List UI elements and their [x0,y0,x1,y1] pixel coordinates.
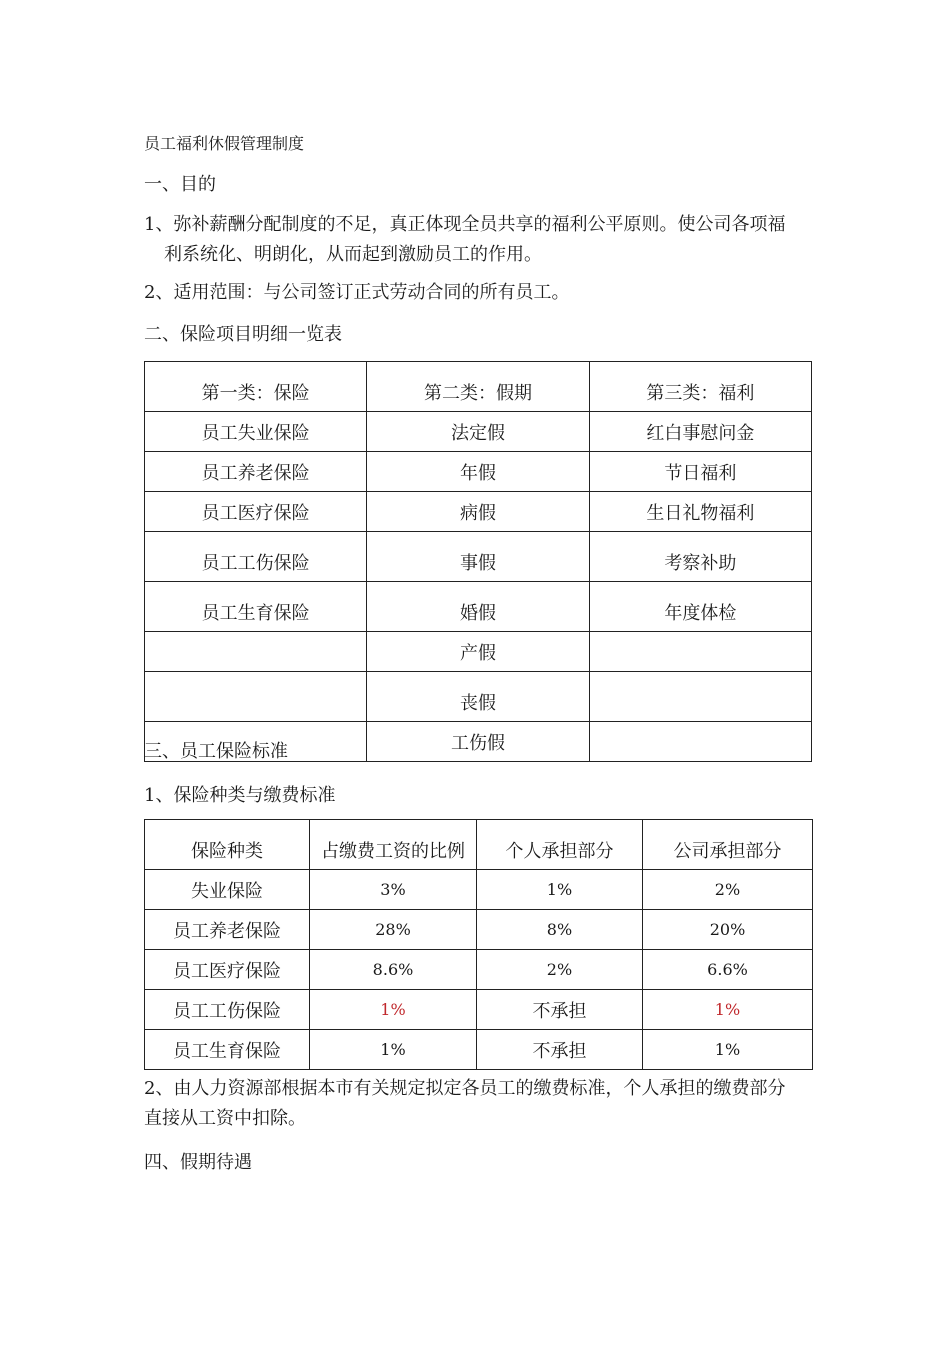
table-cell: 8% [477,910,643,950]
table-cell: 员工生育保险 [145,1030,310,1070]
table-row [145,412,812,452]
table-cell: 2% [477,950,643,990]
table-cell: 员工医疗保险 [145,492,367,532]
table-row [145,532,812,582]
table-row [145,990,813,1030]
table-row [145,1030,813,1070]
table-cell: 失业保险 [145,870,310,910]
table-row [145,582,812,632]
table-cell: 1% [477,870,643,910]
table-cell: 红白事慰问金 [589,412,811,452]
table-cell: 工伤假 [367,722,589,762]
table-cell [145,672,367,722]
table-cell: 2% [643,870,813,910]
table-cell: 产假 [367,632,589,672]
table-cell: 员工生育保险 [145,582,367,632]
table-header-cell: 公司承担部分 [643,820,813,870]
section-3-heading: 三、员工保险标准 [144,741,288,762]
table-cell: 员工养老保险 [145,452,367,492]
table-cell: 节日福利 [589,452,811,492]
table-cell: 丧假 [367,672,589,722]
table-cell: 6.6% [643,950,813,990]
table-header-cell: 占缴费工资的比例 [310,820,477,870]
table-row [145,870,813,910]
table-header-row [145,362,812,412]
table-cell: 婚假 [367,582,589,632]
table-cell: 病假 [367,492,589,532]
section-1-paragraph-1-cont: 利系统化、明朗化，从而起到激励员工的作用。 [164,244,542,265]
section-3-paragraph-2-cont: 直接从工资中扣除。 [144,1108,306,1129]
table-header-cell: 第三类：福利 [589,362,811,412]
table-cell: 员工养老保险 [145,910,310,950]
section-1-paragraph-1: 1、弥补薪酬分配制度的不足，真正体现全员共享的福利公平原则。使公司各项福 [144,214,786,235]
table-row [145,950,813,990]
table-header-cell: 保险种类 [145,820,310,870]
table-cell [589,672,811,722]
section-3-subheading-1: 1、保险种类与缴费标准 [144,785,336,806]
table-cell [589,722,811,762]
table-cell: 8.6% [310,950,477,990]
table-cell: 生日礼物福利 [589,492,811,532]
table-header-cell: 第二类：假期 [367,362,589,412]
table-cell: 员工医疗保险 [145,950,310,990]
table-cell: 年度体检 [589,582,811,632]
table-cell: 不承担 [477,1030,643,1070]
section-4-heading: 四、假期待遇 [144,1152,252,1173]
table-cell: 年假 [367,452,589,492]
table-cell: 1% [310,1030,477,1070]
table-cell: 员工工伤保险 [145,532,367,582]
table-cell: 事假 [367,532,589,582]
table-cell: 1% [643,1030,813,1070]
section-1-heading: 一、目的 [144,174,216,195]
table-cell: 28% [310,910,477,950]
table-cell: 员工失业保险 [145,412,367,452]
table-row [145,452,812,492]
table-cell [145,632,367,672]
table-header-cell: 个人承担部分 [477,820,643,870]
section-1-paragraph-2: 2、适用范围：与公司签订正式劳动合同的所有员工。 [144,282,570,303]
table-row [145,672,812,722]
table-cell: 不承担 [477,990,643,1030]
section-3-paragraph-2: 2、由人力资源部根据本市有关规定拟定各员工的缴费标准，个人承担的缴费部分 [144,1078,786,1099]
table-cell: 员工工伤保险 [145,990,310,1030]
table-cell: 20% [643,910,813,950]
doc-title: 员工福利休假管理制度 [144,134,305,153]
table-header-cell: 第一类：保险 [145,362,367,412]
insurance-items-table [144,361,812,762]
table-row [145,910,813,950]
table-cell [589,632,811,672]
section-2-heading: 二、保险项目明细一览表 [144,324,342,345]
table-cell: 3% [310,870,477,910]
table-cell-highlight: 1% [310,990,477,1030]
table-cell-highlight: 1% [643,990,813,1030]
table-cell: 法定假 [367,412,589,452]
table-row [145,492,812,532]
table-cell: 考察补助 [589,532,811,582]
table-row [145,632,812,672]
table-header-row [145,820,813,870]
insurance-standard-table [144,819,813,1070]
